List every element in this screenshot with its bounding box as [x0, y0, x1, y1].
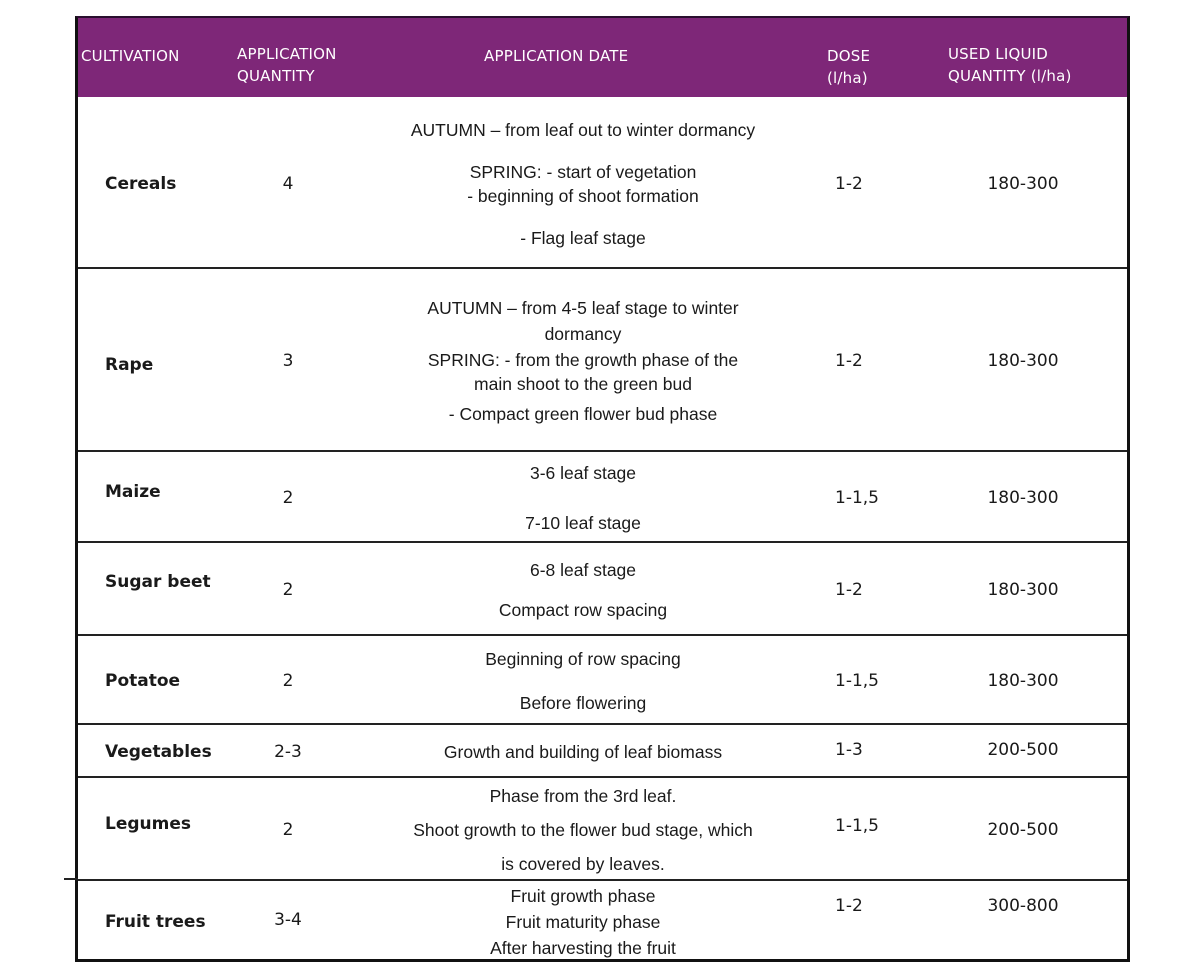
used-liquid-cell [958, 636, 1088, 725]
used-liquid-cell [958, 725, 1088, 778]
cultivation-cell-text: Legumes [105, 813, 191, 834]
quantity-cell-text: 2 [282, 487, 294, 508]
application-date-line: is covered by leaves. [501, 853, 665, 874]
table-row [78, 269, 1127, 452]
table-row [78, 636, 1127, 725]
table-row [78, 452, 1127, 543]
cultivation-cell [105, 543, 245, 636]
application-date-cell [338, 98, 828, 269]
used-liquid-cell [958, 269, 1088, 452]
cultivation-cell [105, 452, 245, 543]
quantity-cell [248, 269, 328, 452]
application-date-line: main shoot to the green bud [474, 373, 692, 394]
dose-cell-text: 1-1,5 [835, 487, 879, 508]
dose-cell [835, 778, 915, 881]
application-date-line: Before flowering [519, 692, 647, 713]
application-date-line: Compact row spacing [498, 599, 668, 620]
cultivation-cell [105, 269, 245, 452]
used-liquid-cell-text: 200-500 [987, 819, 1059, 840]
table-row [78, 778, 1127, 881]
application-date-line: Fruit growth phase [510, 885, 656, 906]
application-date-line: 6-8 leaf stage [529, 559, 637, 580]
cultivation-cell-text: Sugar beet [105, 571, 211, 592]
application-date-line: AUTUMN – from 4-5 leaf stage to winter [427, 297, 739, 318]
dose-cell-text: 1-1,5 [835, 670, 879, 691]
table-row [78, 543, 1127, 636]
header-application-quantity-line2: QUANTITY [237, 67, 315, 85]
header-application-date: APPLICATION DATE [484, 47, 629, 65]
application-date-cell [338, 881, 828, 962]
used-liquid-cell-text: 300-800 [987, 895, 1059, 916]
header-used-liquid-line1: USED LIQUID [948, 45, 1049, 63]
used-liquid-cell [958, 98, 1088, 269]
cultivation-cell-text: Fruit trees [105, 911, 206, 932]
application-date-line: - Flag leaf stage [520, 227, 646, 248]
dose-cell-text: 1-2 [835, 173, 863, 194]
quantity-cell-text: 2 [282, 670, 294, 691]
used-liquid-cell [958, 778, 1088, 881]
quantity-cell-text: 2 [282, 819, 294, 840]
header-dose [827, 45, 870, 89]
quantity-cell-text: 2 [282, 579, 294, 600]
header-application-quantity-line1: APPLICATION [237, 45, 337, 63]
quantity-cell [248, 98, 328, 269]
application-date-line: Growth and building of leaf biomass [443, 741, 723, 762]
quantity-cell [248, 636, 328, 725]
cultivation-cell-text: Cereals [105, 173, 177, 194]
dose-cell [835, 881, 915, 962]
used-liquid-cell [958, 543, 1088, 636]
application-date-cell [338, 725, 828, 778]
application-date-line: SPRING: - start of vegetation [469, 161, 697, 182]
used-liquid-cell-text: 180-300 [987, 670, 1059, 691]
application-date-line: Shoot growth to the flower bud stage, which [413, 819, 753, 840]
quantity-cell-text: 4 [282, 173, 294, 194]
dose-cell-text: 1-1,5 [835, 815, 879, 836]
divider-stub [64, 878, 78, 880]
application-date-line: dormancy [544, 323, 622, 344]
dose-cell [835, 543, 915, 636]
application-date-cell [338, 636, 828, 725]
quantity-cell [248, 725, 328, 778]
quantity-cell [248, 778, 328, 881]
dose-cell [835, 725, 915, 778]
cultivation-cell [105, 98, 245, 269]
header-dose-line2: (l/ha) [827, 69, 868, 87]
table-row [78, 98, 1127, 269]
application-date-line: AUTUMN – from leaf out to winter dormancy [410, 119, 756, 140]
cultivation-cell [105, 725, 245, 778]
quantity-cell [248, 452, 328, 543]
application-date-cell [338, 543, 828, 636]
used-liquid-cell-text: 180-300 [987, 487, 1059, 508]
dose-cell-text: 1-2 [835, 579, 863, 600]
used-liquid-cell-text: 200-500 [987, 739, 1059, 760]
table-header [78, 18, 1127, 97]
application-date-line: 7-10 leaf stage [525, 512, 641, 533]
dose-cell [835, 269, 915, 452]
application-date-line: After harvesting the fruit [490, 937, 676, 958]
quantity-cell [248, 543, 328, 636]
application-date-line: 3-6 leaf stage [529, 462, 637, 483]
application-date-line: SPRING: - from the growth phase of the [427, 349, 739, 370]
application-date-cell [338, 452, 828, 543]
cultivation-cell-text: Maize [105, 481, 161, 502]
application-date-line: Beginning of row spacing [485, 648, 681, 669]
dose-cell-text: 1-2 [835, 895, 863, 916]
quantity-cell-text: 3-4 [274, 909, 302, 930]
cultivation-cell-text: Vegetables [105, 741, 212, 762]
used-liquid-cell-text: 180-300 [987, 350, 1059, 371]
used-liquid-cell-text: 180-300 [987, 579, 1059, 600]
dose-cell [835, 452, 915, 543]
dose-cell [835, 636, 915, 725]
cultivation-cell [105, 881, 245, 962]
cultivation-cell [105, 778, 245, 881]
cultivation-cell-text: Rape [105, 354, 154, 375]
application-date-line: Phase from the 3rd leaf. [489, 785, 677, 806]
application-date-cell [338, 778, 828, 881]
header-cultivation: CULTIVATION [81, 47, 180, 65]
quantity-cell-text: 3 [282, 350, 294, 371]
application-date-line: Fruit maturity phase [505, 911, 661, 932]
header-used-liquid-line2: QUANTITY (l/ha) [948, 67, 1072, 85]
header-application-quantity [237, 43, 337, 87]
dose-cell-text: 1-2 [835, 350, 863, 371]
quantity-cell-text: 2-3 [274, 741, 302, 762]
cultivation-cell-text: Potatoe [105, 670, 181, 691]
table-row [78, 725, 1127, 778]
application-date-line: - beginning of shoot formation [467, 185, 699, 206]
quantity-cell [248, 881, 328, 962]
used-liquid-cell [958, 881, 1088, 962]
dose-cell-text: 1-3 [835, 739, 863, 760]
used-liquid-cell-text: 180-300 [987, 173, 1059, 194]
application-date-cell [338, 269, 828, 452]
application-table [75, 16, 1130, 962]
header-used-liquid [948, 43, 1072, 87]
application-date-line: - Compact green flower bud phase [448, 403, 718, 424]
cultivation-cell [105, 636, 245, 725]
table-row [78, 881, 1127, 962]
header-dose-line1: DOSE [827, 47, 871, 65]
used-liquid-cell [958, 452, 1088, 543]
dose-cell [835, 98, 915, 269]
